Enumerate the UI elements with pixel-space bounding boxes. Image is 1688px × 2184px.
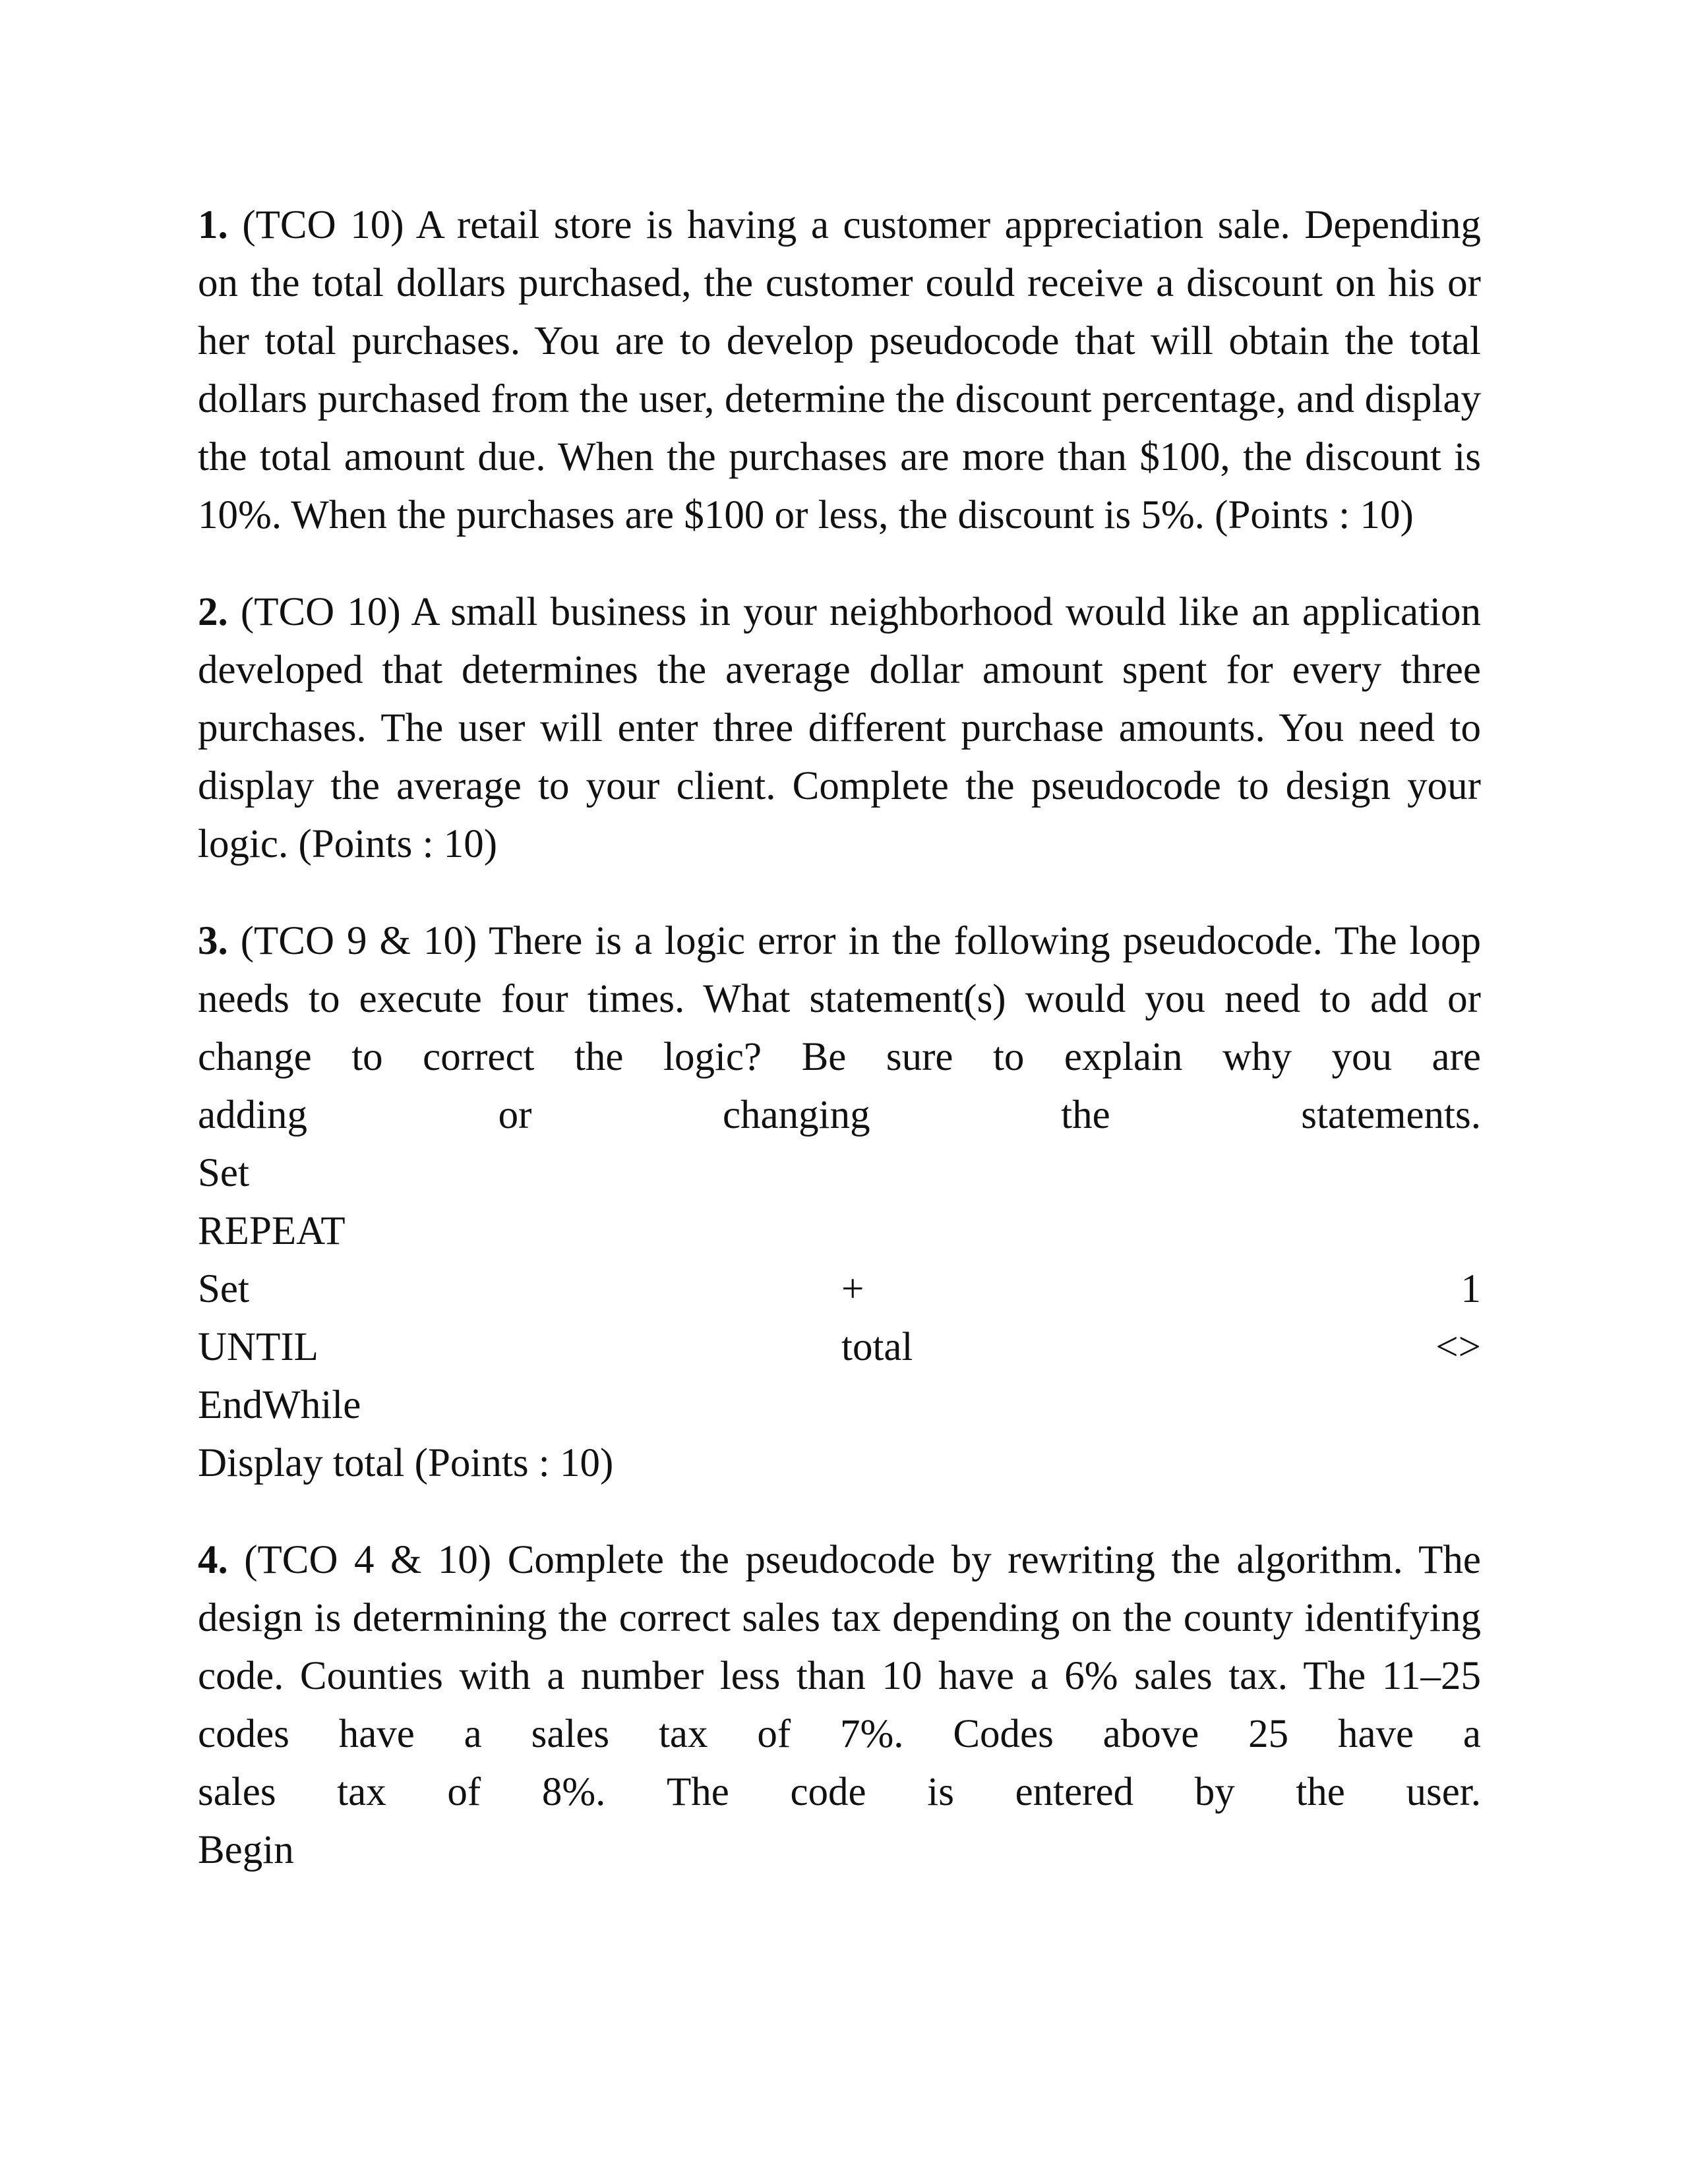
- question-4-spread-line: [198, 1763, 1481, 1821]
- question-1-paragraph: [198, 196, 1481, 545]
- question-2-text: (TCO 10) A small business in your neighborhood would like an application developed that determines the average dollar amount spent for every three purchases. The user will enter three different purchase amounts. You need to display the average to your client. Complete the pseudocode to design your logic. (Points : 10): [198, 590, 1481, 866]
- code-line-display: Display total (Points : 10): [198, 1441, 614, 1485]
- code-token: total: [841, 1325, 913, 1369]
- q3-word: adding: [198, 1093, 308, 1137]
- q4-word: the: [1296, 1770, 1345, 1814]
- question-2-number: 2.: [198, 590, 228, 634]
- question-1-number: 1.: [198, 203, 228, 247]
- q4-word: 8%.: [541, 1770, 606, 1814]
- code-token: UNTIL: [198, 1325, 318, 1369]
- code-line-set-increment: [198, 1260, 1481, 1318]
- q4-word: The: [667, 1770, 729, 1814]
- question-1-text: (TCO 10) A retail store is having a customer appreciation sale. Depending on the total dollars purchased, the customer could receive a discount on his or her total purchases. You are to develop pseudocode that will obtain the total dollars purchased from the user, determine the discount percentage, and display the total amount due. When the purchases are more than $100, the discount is 10%. When the purchases are $100 or less, the discount is 5%. (Points : 10): [198, 203, 1482, 537]
- q3-word: or: [498, 1093, 532, 1137]
- question-4-text: (TCO 4 & 10) Complete the pseudocode by rewriting the algorithm. The design is determining the correct sales tax depending on the county identifying code. Counties with a number less than 10 have a 6% sales tax. The 11–25 codes have a sales tax of 7%. Codes above 25 have a: [198, 1538, 1481, 1756]
- code-line-set: Set: [198, 1151, 249, 1195]
- q4-word: tax: [337, 1770, 386, 1814]
- code-token: Set: [198, 1267, 249, 1311]
- document-page: [198, 196, 1481, 1918]
- code-token: <>: [1435, 1325, 1481, 1369]
- q4-word: sales: [198, 1770, 276, 1814]
- question-2: [198, 583, 1481, 873]
- question-3-number: 3.: [198, 919, 228, 963]
- q4-word: by: [1194, 1770, 1235, 1814]
- q4-word: entered: [1015, 1770, 1134, 1814]
- question-4-number: 4.: [198, 1538, 228, 1582]
- code-line-endwhile: EndWhile: [198, 1383, 361, 1427]
- question-2-paragraph: [198, 583, 1481, 873]
- question-3-text: (TCO 9 & 10) There is a logic error in the following pseudocode. The loop needs to execute four times. What statement(s) would you need to add or change to correct the logic? Be sure to explain why you are: [198, 919, 1481, 1079]
- q4-word: user.: [1406, 1770, 1481, 1814]
- q3-word: the: [1061, 1093, 1110, 1137]
- q4-word: is: [927, 1770, 954, 1814]
- code-line-repeat: REPEAT: [198, 1209, 346, 1253]
- question-3-paragraph: [198, 912, 1481, 1086]
- question-1: [198, 196, 1481, 545]
- question-4-paragraph: [198, 1531, 1481, 1763]
- q3-word: statements.: [1301, 1093, 1481, 1137]
- question-3: [198, 912, 1481, 1492]
- code-token: 1: [1461, 1267, 1481, 1311]
- q4-word: of: [447, 1770, 481, 1814]
- question-3-spread-line: [198, 1086, 1481, 1144]
- code-line-until: [198, 1318, 1481, 1376]
- question-4: [198, 1531, 1481, 1879]
- code-token: +: [841, 1267, 864, 1311]
- q4-word: code: [790, 1770, 866, 1814]
- q3-word: changing: [722, 1093, 870, 1137]
- code-line-begin: Begin: [198, 1828, 294, 1872]
